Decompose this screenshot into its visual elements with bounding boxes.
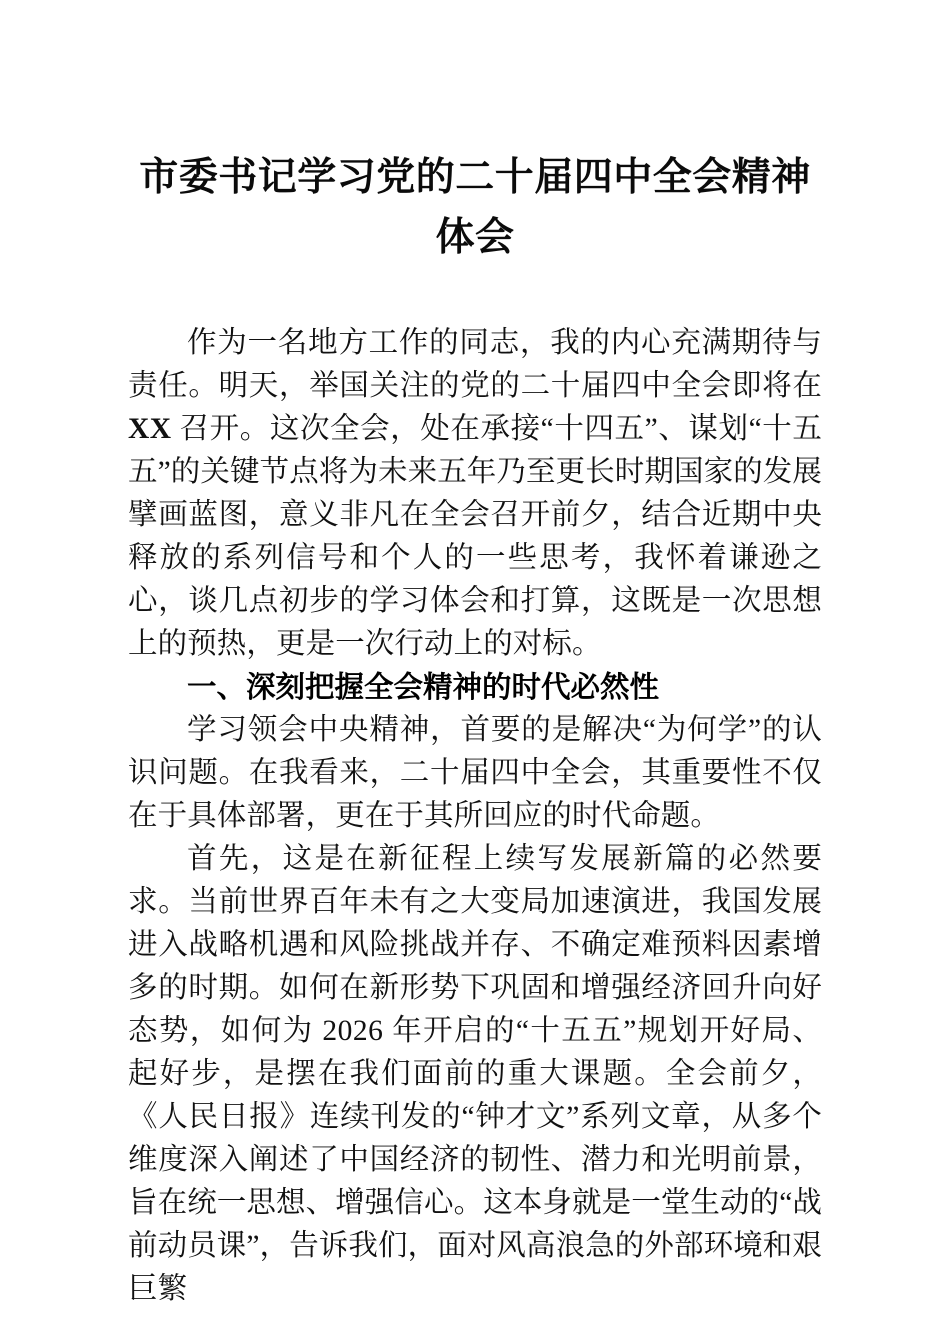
paragraph-new-journey-text-a: 首先，这是在新征程上续写发展新篇的必然要求。当前世界百年未有之大变局加速演进，我国发展进入战略机遇和风险挑战并存、不确定难预料因素增多的时期。如何在新形势下巩固和增强经济回升向好态势，如何为 xyxy=(128,843,822,1047)
paragraph-intro xyxy=(128,322,822,666)
page-title-line-1: 市委书记学习党的二十届四中全会精神体 xyxy=(139,156,811,259)
paragraph-intro-text-a: 作为一名地方工作的同志，我的内心充满期待与责任。明天，举国关注的党的二十届四中全会即将在 xyxy=(128,327,822,402)
page-title xyxy=(128,148,822,268)
paragraph-intro-text-b: 召开。这次全会，处在承接“十四五”、谋划“十五五”的关键节点将为未来五年乃至更长时期国家的发展擘画蓝图，意义非凡在全会召开前夕，结合近期中央释放的系列信号和个人的一些思考，我怀着谦逊之心，谈几点初步的学习体会和打算，这既是一次思想上的预热，更是一次行动上的对标。 xyxy=(128,413,822,660)
paragraph-new-journey-text-b: 年开启的“十五五”规划开好局、起好步，是摆在我们面前的重大课题。全会前夕，《人民日报》连续刊发的“钟才文”系列文章，从多个维度深入阐述了中国经济的韧性、潜力和光明前景，旨在统一思想、增强信心。这本身就是一堂生动的“战前动员课”，告诉我们，面对风高浪急的外部环境和艰巨繁 xyxy=(128,1015,822,1305)
document-body xyxy=(128,322,822,1311)
page-title-line-2: 会 xyxy=(475,216,515,259)
paragraph-new-journey-year: 2026 xyxy=(322,1015,384,1047)
paragraph-learning-purpose: 学习领会中央精神，首要的是解决“为何学”的认识问题。在我看来，二十届四中全会，其重要性不仅在于具体部署，更在于其所回应的时代命题。 xyxy=(128,714,822,832)
paragraph-new-journey xyxy=(128,838,822,1311)
section-heading-1: 一、深刻把握全会精神的时代必然性 xyxy=(187,671,660,704)
paragraph-intro-placeholder-xx: XX xyxy=(128,413,172,445)
